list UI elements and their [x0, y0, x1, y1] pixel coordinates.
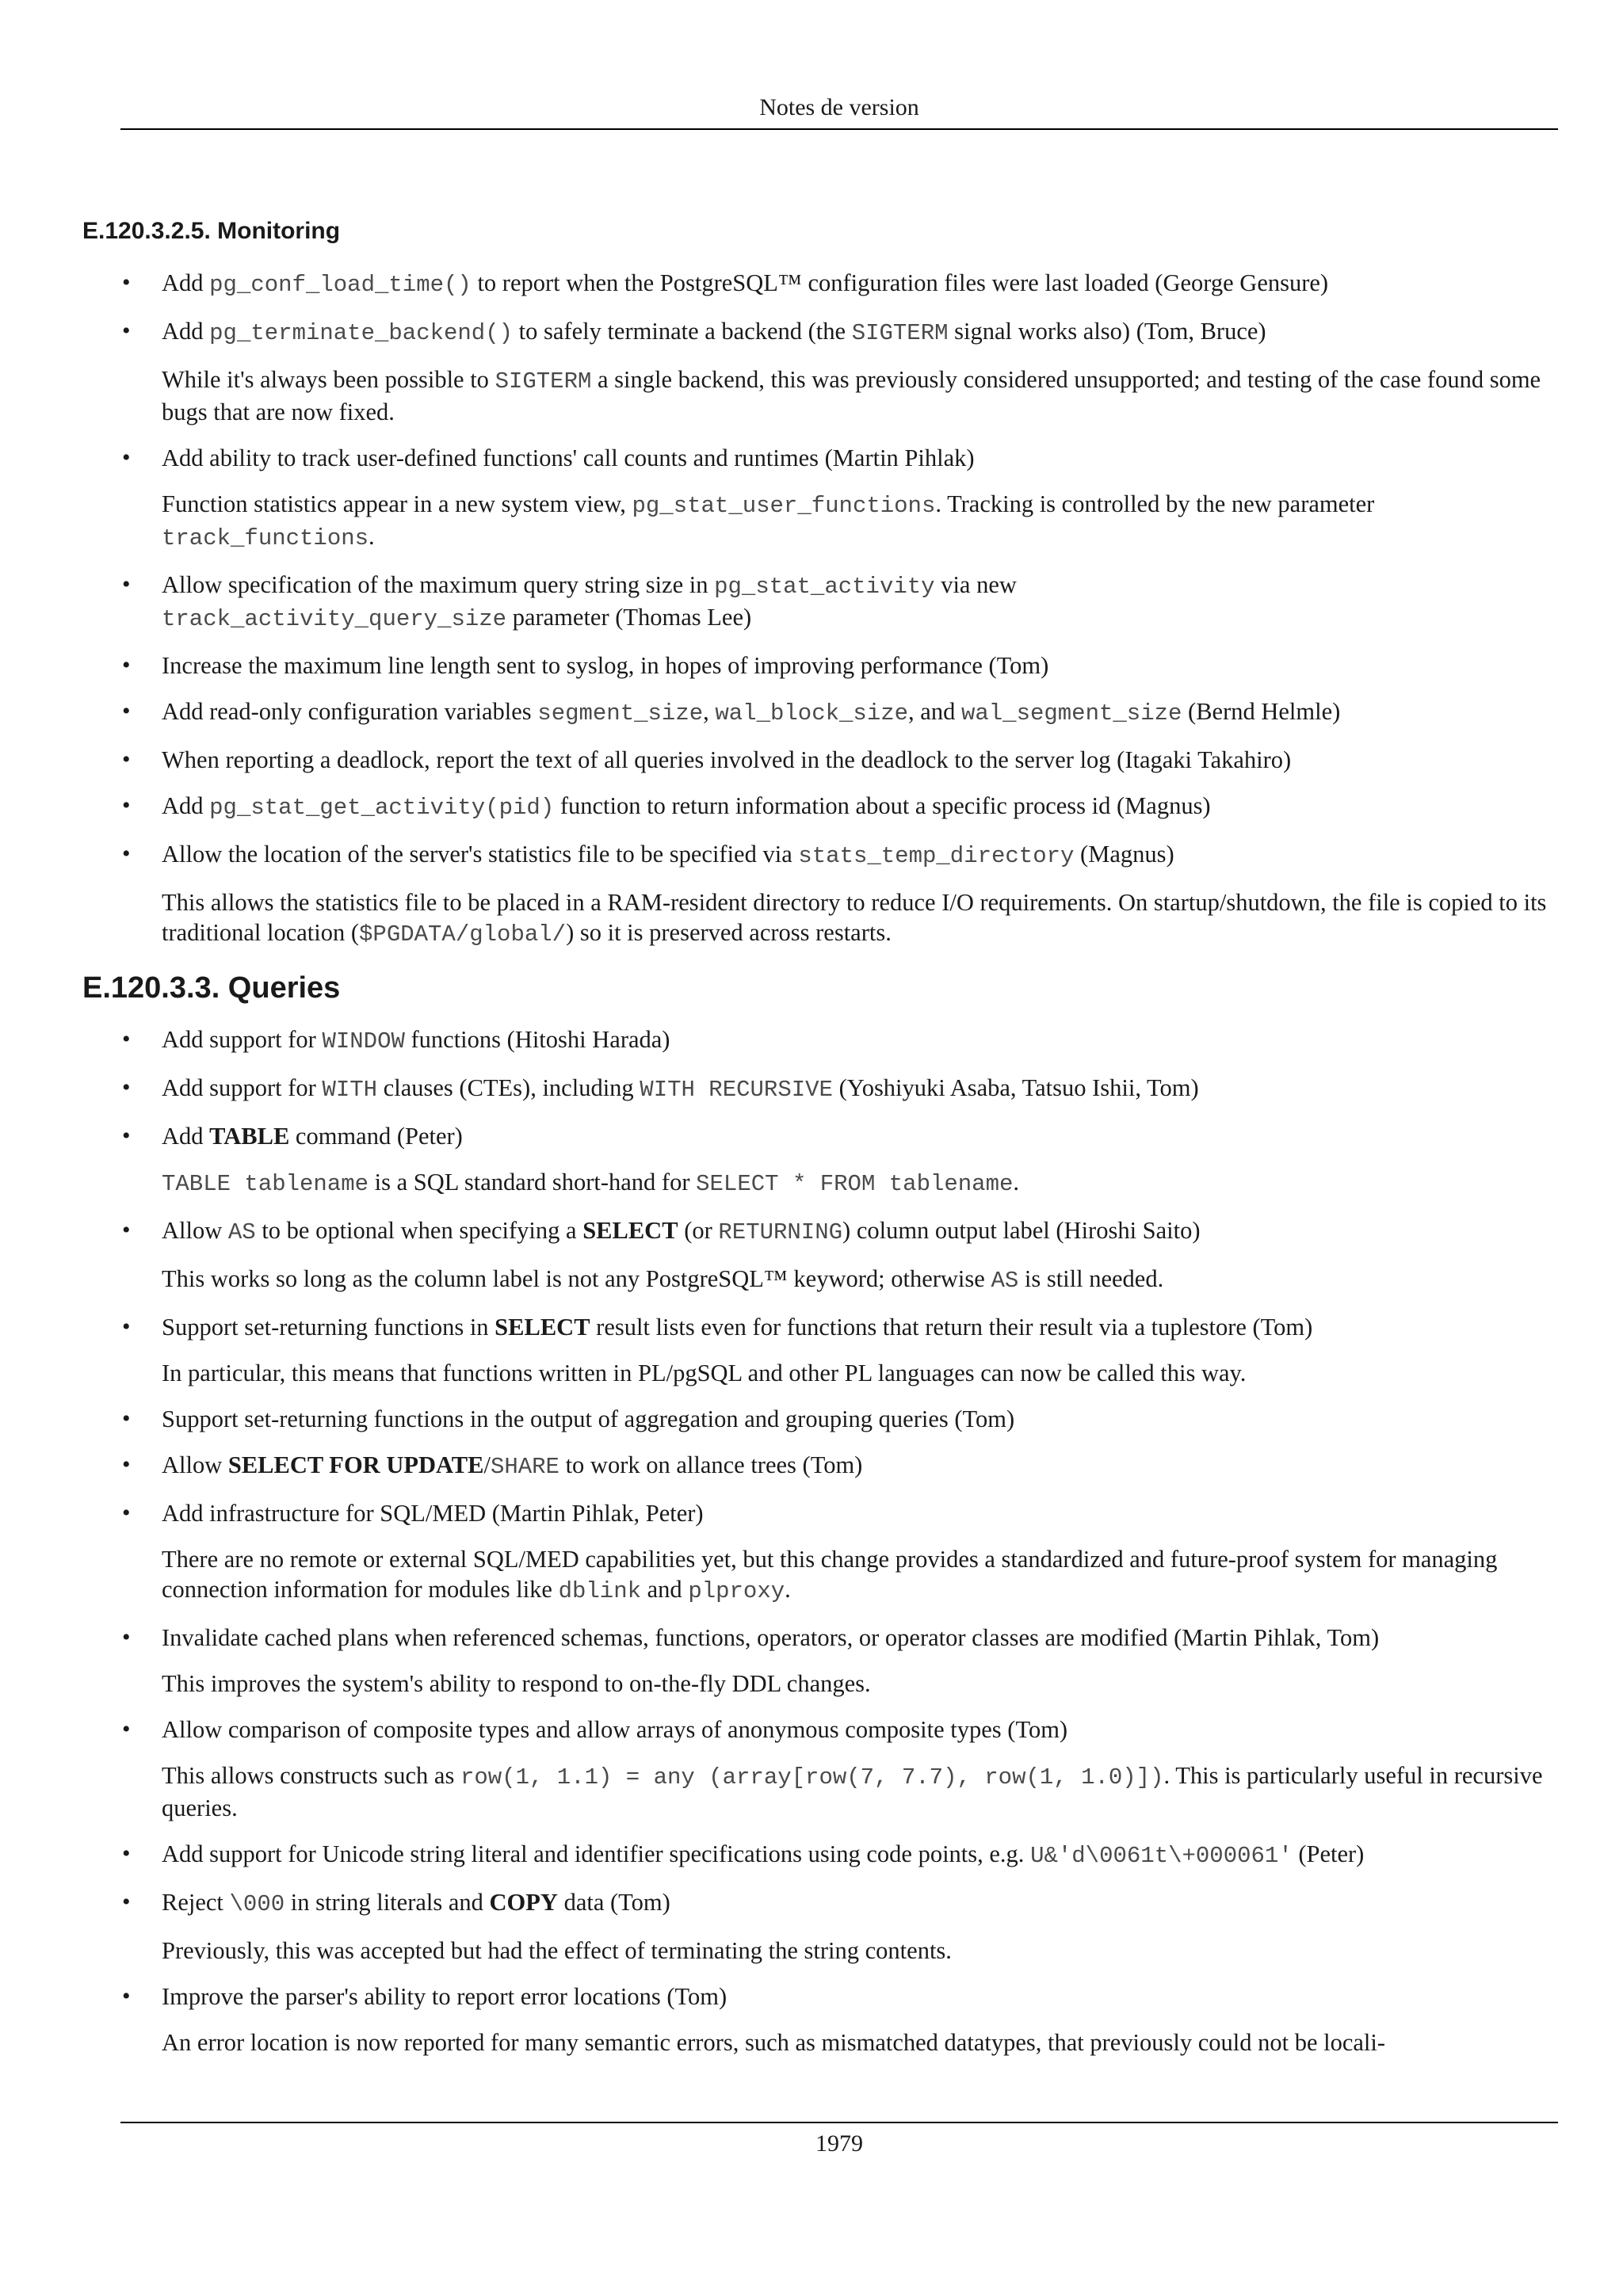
- bold-keyword: SELECT: [582, 1217, 678, 1244]
- list-item: [82, 316, 1553, 427]
- text-run: When reporting a deadlock, report the text of all queries involved in the deadlock to the server log (Itagaki Takahiro): [162, 746, 1292, 773]
- text-run: Add ability to track user-defined functions' call counts and runtimes (Martin Pihlak): [162, 444, 975, 471]
- text-run: An error location is now reported for many semantic errors, such as mismatched datatypes, that previously could not be locali-: [162, 2029, 1386, 2056]
- text-run: Function statistics appear in a new system view,: [162, 490, 632, 517]
- item-note: [162, 887, 1553, 950]
- inline-code: wal_block_size: [715, 700, 909, 727]
- inline-code: pg_stat_user_functions: [632, 493, 936, 519]
- inline-code: SIGTERM: [851, 320, 949, 346]
- text-run: Support set-returning functions in the output of aggregation and grouping queries (Tom): [162, 1405, 1015, 1432]
- bold-keyword: TABLE: [209, 1123, 290, 1150]
- text-run: result lists even for functions that return their result via a tuplestore (Tom): [590, 1314, 1313, 1341]
- inline-code: pg_stat_get_activity(pid): [209, 795, 555, 821]
- inline-code: track_functions: [162, 525, 369, 551]
- bold-keyword: COPY: [489, 1889, 558, 1916]
- inline-code: WINDOW: [322, 1028, 405, 1055]
- text-run: and: [641, 1576, 689, 1603]
- item-text: [162, 1981, 1553, 2012]
- text-run: to safely terminate a backend (the: [513, 318, 852, 345]
- item-text: [162, 1024, 1553, 1057]
- list-item: [82, 1073, 1553, 1105]
- text-run: is a SQL standard short-hand for: [369, 1169, 697, 1196]
- text-run: to work on allance trees (Tom): [559, 1451, 863, 1478]
- text-run: Increase the maximum line length sent to syslog, in hopes of improving performance (Tom): [162, 652, 1049, 679]
- item-text: [162, 1450, 1553, 1482]
- footer-rule: [120, 2122, 1558, 2123]
- text-run: , and: [908, 698, 961, 725]
- inline-code: SELECT * FROM tablename: [696, 1171, 1014, 1197]
- page-number: 1979: [815, 2130, 863, 2157]
- inline-code: TABLE tablename: [162, 1171, 369, 1197]
- item-text: [162, 745, 1553, 775]
- item-text: [162, 1073, 1553, 1105]
- list-item: [82, 650, 1553, 681]
- text-run: Allow comparison of composite types and allow arrays of anonymous composite types (Tom): [162, 1716, 1068, 1743]
- list-item: [82, 1404, 1553, 1434]
- text-run: function to return information about a specific process id (Magnus): [554, 792, 1211, 819]
- item-text: [162, 650, 1553, 681]
- inline-code: \000: [229, 1891, 285, 1917]
- text-run: . This is particularly useful in recursive queries.: [162, 1762, 1543, 1821]
- text-run: Add infrastructure for SQL/MED (Martin Pihlak, Peter): [162, 1500, 704, 1527]
- item-text: [162, 839, 1553, 871]
- item-note: [162, 1760, 1553, 1823]
- inline-code: row(1, 1.1) = any (array[row(7, 7.7), row(1, 1.0)]): [460, 1764, 1164, 1791]
- item-text: [162, 1215, 1553, 1248]
- monitoring-heading: E.120.3.2.5. Monitoring: [82, 218, 341, 244]
- header-rule: [120, 128, 1558, 130]
- item-note: [162, 1936, 1553, 1966]
- list-item: [82, 1312, 1553, 1388]
- text-run: This allows the statistics file to be placed in a RAM-resident directory to reduce I/O requirements. On startup/shutdown, the file is copied to its traditional location (: [162, 889, 1547, 946]
- text-run: clauses (CTEs), including: [377, 1074, 640, 1101]
- inline-code: AS: [991, 1268, 1019, 1294]
- text-run: to be optional when specifying a: [255, 1217, 583, 1244]
- item-text: [162, 1404, 1553, 1434]
- item-note: [162, 1544, 1553, 1607]
- list-item: [82, 570, 1553, 635]
- text-run: Add: [162, 269, 210, 296]
- text-run: (Yoshiyuki Asaba, Tatsuo Ishii, Tom): [832, 1074, 1199, 1101]
- text-run: Allow: [162, 1217, 228, 1244]
- inline-code: pg_terminate_backend(): [209, 320, 514, 346]
- running-header: Notes de version: [759, 94, 919, 120]
- queries-heading: E.120.3.3. Queries: [82, 971, 341, 1005]
- queries-section: [82, 969, 1553, 2058]
- item-text: [162, 316, 1553, 349]
- text-run: Improve the parser's ability to report error locations (Tom): [162, 1983, 727, 2010]
- list-item: [82, 791, 1553, 823]
- text-run: command (Peter): [289, 1123, 463, 1150]
- item-text: [162, 1839, 1553, 1871]
- text-run: Reject: [162, 1889, 230, 1916]
- text-run: .: [1013, 1169, 1020, 1196]
- inline-code: dblink: [558, 1578, 642, 1604]
- list-item: [82, 696, 1553, 729]
- item-note: [162, 1669, 1553, 1699]
- list-item: [82, 1714, 1553, 1823]
- text-run: Allow specification of the maximum query string size in: [162, 571, 715, 598]
- item-note: [162, 489, 1553, 554]
- bold-keyword: SELECT FOR UPDATE: [227, 1451, 484, 1478]
- inline-code: track_activity_query_size: [162, 606, 507, 632]
- text-run: Add: [162, 318, 210, 345]
- item-text: [162, 1887, 1553, 1920]
- text-run: .: [785, 1576, 791, 1603]
- text-run: Allow the location of the server's statistics file to be specified via: [162, 841, 799, 868]
- item-text: [162, 570, 1553, 635]
- text-run: in string literals and: [285, 1889, 490, 1916]
- list-item: [82, 1623, 1553, 1699]
- item-text: [162, 791, 1553, 823]
- text-run: ) column output label (Hiroshi Saito): [842, 1217, 1201, 1244]
- monitoring-section: [82, 215, 1553, 950]
- item-text: [162, 1121, 1553, 1151]
- list-item: [82, 1121, 1553, 1199]
- text-run: Add read-only configuration variables: [162, 698, 538, 725]
- item-text: [162, 1623, 1553, 1653]
- text-run: functions (Hitoshi Harada): [404, 1026, 670, 1053]
- text-run: This works so long as the column label is not any PostgreSQL™ keyword; otherwise: [162, 1265, 991, 1292]
- text-run: Previously, this was accepted but had the effect of terminating the string contents.: [162, 1937, 952, 1964]
- text-run: data (Tom): [557, 1889, 670, 1916]
- item-text: [162, 1714, 1553, 1745]
- text-run: (Bernd Helmle): [1182, 698, 1341, 725]
- text-run: There are no remote or external SQL/MED capabilities yet, but this change provides a standardized and future-proof system for managing connection information for modules like: [162, 1546, 1498, 1603]
- inline-code: segment_size: [537, 700, 704, 727]
- text-run: is still needed.: [1018, 1265, 1164, 1292]
- item-text: [162, 268, 1553, 300]
- text-run: a single backend, this was previously considered unsupported; and testing of the case found some bugs that are now fixed.: [162, 366, 1541, 425]
- text-run: This improves the system's ability to respond to on-the-fly DDL changes.: [162, 1670, 871, 1697]
- inline-code: WITH RECURSIVE: [640, 1077, 833, 1103]
- text-run: Allow: [162, 1451, 228, 1478]
- inline-code: plproxy: [688, 1578, 785, 1604]
- text-run: ,: [703, 698, 716, 725]
- text-run: Add support for Unicode string literal and identifier specifications using code points, e.g.: [162, 1840, 1031, 1867]
- text-run: signal works also) (Tom, Bruce): [948, 318, 1266, 345]
- text-run: In particular, this means that functions written in PL/pgSQL and other PL languages can now be called this way.: [162, 1360, 1247, 1386]
- list-item: [82, 1887, 1553, 1966]
- list-item: [82, 1450, 1553, 1482]
- inline-code: SIGTERM: [495, 368, 592, 395]
- inline-code: AS: [227, 1219, 256, 1245]
- text-run: Add: [162, 792, 210, 819]
- list-item: [82, 1498, 1553, 1607]
- item-text: [162, 1498, 1553, 1528]
- bold-keyword: SELECT: [495, 1314, 590, 1341]
- text-run: Invalidate cached plans when referenced schemas, functions, operators, or operator classes are modified (Martin Pihlak, Tom): [162, 1624, 1380, 1651]
- item-text: [162, 1312, 1553, 1342]
- text-run: . Tracking is controlled by the new parameter: [935, 490, 1375, 517]
- list-item: [82, 839, 1553, 950]
- inline-code: pg_stat_activity: [714, 574, 935, 600]
- list-item: [82, 1839, 1553, 1871]
- text-run: (or: [678, 1217, 719, 1244]
- item-note: [162, 1167, 1553, 1199]
- text-run: parameter (Thomas Lee): [506, 604, 752, 631]
- item-note: [162, 1358, 1553, 1388]
- text-run: .: [369, 523, 375, 550]
- item-note: [162, 1264, 1553, 1296]
- text-run: to report when the PostgreSQL™ configuration files were last loaded (George Gensure): [471, 269, 1329, 296]
- monitoring-list: [82, 268, 1553, 950]
- queries-list: [82, 1024, 1553, 2058]
- text-run: (Magnus): [1074, 841, 1174, 868]
- text-run: This allows constructs such as: [162, 1762, 460, 1789]
- text-run: (Peter): [1292, 1840, 1365, 1867]
- list-item: [82, 1981, 1553, 2058]
- list-item: [82, 443, 1553, 554]
- list-item: [82, 1024, 1553, 1057]
- inline-code: WITH: [322, 1077, 378, 1103]
- inline-code: wal_segment_size: [960, 700, 1182, 727]
- text-run: Add: [162, 1123, 210, 1150]
- inline-code: RETURNING: [718, 1219, 843, 1245]
- list-item: [82, 1215, 1553, 1296]
- inline-code: U&'d\0061t\+000061': [1030, 1843, 1293, 1869]
- text-run: ) so it is preserved across restarts.: [566, 919, 892, 946]
- item-text: [162, 696, 1553, 729]
- inline-code: $PGDATA/global/: [359, 921, 567, 948]
- inline-code: SHARE: [490, 1454, 559, 1480]
- list-item: [82, 745, 1553, 775]
- inline-code: pg_conf_load_time(): [209, 272, 472, 298]
- item-note: [162, 364, 1553, 427]
- item-note: [162, 2027, 1553, 2058]
- inline-code: stats_temp_directory: [798, 843, 1075, 869]
- text-run: Add support for: [162, 1074, 323, 1101]
- text-run: Support set-returning functions in: [162, 1314, 495, 1341]
- list-item: [82, 268, 1553, 300]
- page-content: [82, 215, 1553, 2073]
- text-run: via new: [934, 571, 1017, 598]
- text-run: While it's always been possible to: [162, 366, 495, 393]
- item-text: [162, 443, 1553, 473]
- text-run: /: [483, 1451, 491, 1478]
- text-run: Add support for: [162, 1026, 323, 1053]
